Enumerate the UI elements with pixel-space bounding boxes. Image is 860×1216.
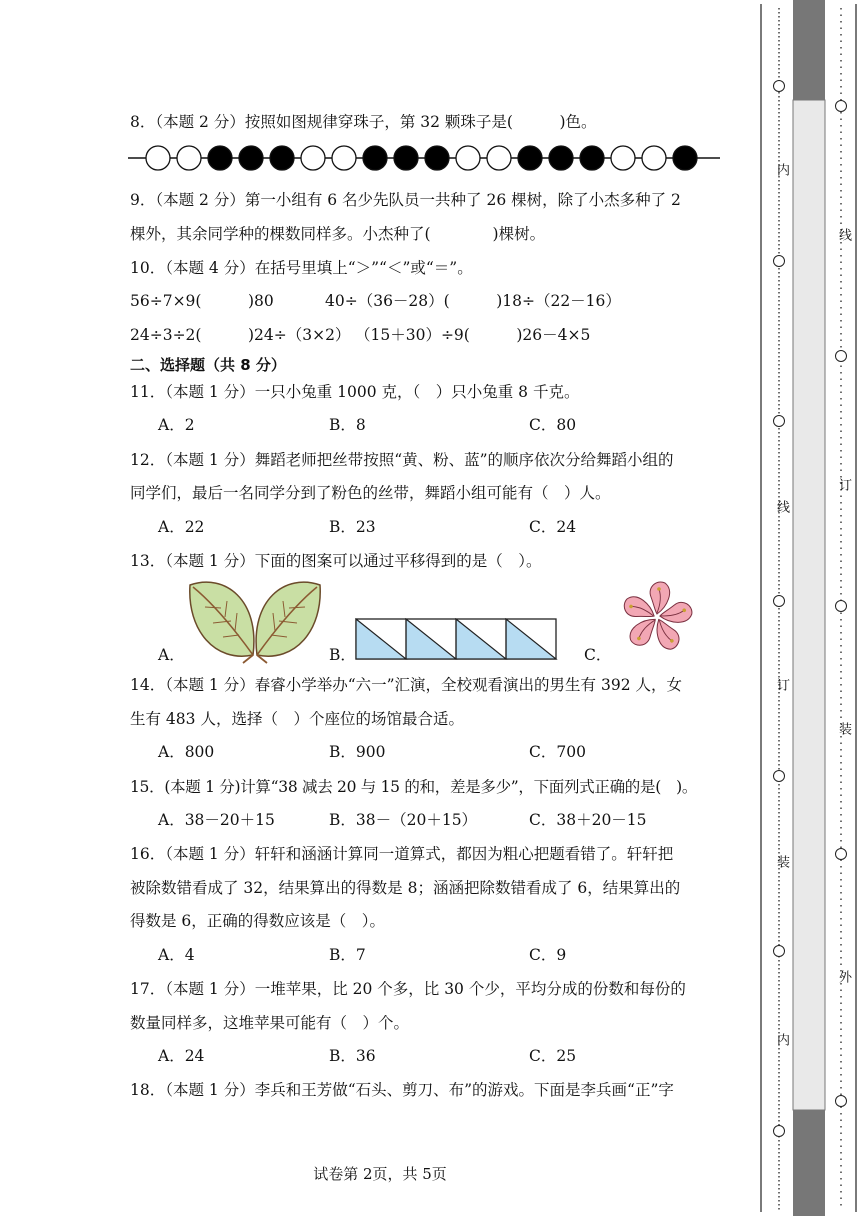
binding-label-inner: 装 xyxy=(774,855,789,868)
q11-option-a: A．2 xyxy=(158,416,195,434)
binding-circle xyxy=(773,80,785,92)
question-10: 10．（本题 4 分）在括号里填上“＞”“＜”或“＝”。 xyxy=(130,259,473,277)
binding-circle xyxy=(773,415,785,427)
question-9-line-2: 棵外，其余同学种的棵数同样多。小杰种了( )棵树。 xyxy=(130,225,546,243)
black-bead xyxy=(208,146,232,170)
q13-option-b: B． xyxy=(329,646,356,664)
binding-label-inner: 内 xyxy=(774,163,789,176)
binding-label-outer: 装 xyxy=(836,722,851,735)
q16-option-c: C．9 xyxy=(529,946,567,964)
flower-petal xyxy=(650,582,670,614)
binding-circle xyxy=(773,770,785,782)
binding-circle xyxy=(835,100,847,112)
q17-option-b: B．36 xyxy=(329,1047,376,1065)
binding-circle xyxy=(773,945,785,957)
q12-option-b: B．23 xyxy=(329,518,376,536)
black-bead xyxy=(580,146,604,170)
q13-option-c: C． xyxy=(584,646,612,664)
bauhinia-flower-figure xyxy=(612,577,702,657)
question-11: 11．（本题 1 分）一只小兔重 1000 克，（ ）只小兔重 8 千克。 xyxy=(130,383,580,401)
q14-option-b: B．900 xyxy=(329,743,386,761)
white-bead xyxy=(301,146,325,170)
q16-option-a: A．4 xyxy=(158,946,195,964)
q15-option-b: B．38－（20＋15） xyxy=(329,811,478,829)
q14-option-c: C．700 xyxy=(529,743,586,761)
binding-circle xyxy=(835,848,847,860)
white-bead xyxy=(177,146,201,170)
question-17-line-2: 数量同样多，这堆苹果可能有（ ）个。 xyxy=(130,1014,410,1032)
question-10-b: 40÷（36－28）( )18÷（22－16） xyxy=(325,292,621,310)
binding-circle xyxy=(773,595,785,607)
triangles-figure xyxy=(355,618,560,660)
q12-option-a: A．22 xyxy=(158,518,205,536)
question-12-line-2: 同学们，最后一名同学分到了粉色的丝带，舞蹈小组可能有（ ）人。 xyxy=(130,484,611,502)
question-17-line-1: 17．（本题 1 分）一堆苹果，比 20 个多，比 30 个少，平均分成的份数和每份的 xyxy=(130,980,686,998)
binding-label-inner: 订 xyxy=(774,678,789,691)
white-bead xyxy=(332,146,356,170)
binding-strip xyxy=(757,0,860,1216)
q15-option-a: A．38－20＋15 xyxy=(158,811,275,829)
question-16-line-1: 16．（本题 1 分）轩轩和涵涵计算同一道算式，都因为粗心把题看错了。轩轩把 xyxy=(130,845,674,863)
question-9-line-1: 9．（本题 2 分）第一小组有 6 名少先队员一共种了 26 棵树，除了小杰多种了 2 xyxy=(130,191,681,209)
question-8: 8．（本题 2 分）按照如图规律穿珠子，第 32 颗珠子是( )色。 xyxy=(130,113,597,131)
page-footer: 试卷第 2页，共 5页 xyxy=(313,1165,447,1183)
question-18: 18．（本题 1 分）李兵和王芳做“石头、剪刀、布”的游戏。下面是李兵画“正”字 xyxy=(130,1081,674,1099)
q17-option-a: A．24 xyxy=(158,1047,205,1065)
bead-string xyxy=(128,143,728,173)
question-14-line-1: 14．（本题 1 分）春睿小学举办“六一”汇演，全校观看演出的男生有 392 人，女 xyxy=(130,676,682,694)
question-16-line-3: 得数是 6，正确的得数应该是（ ）。 xyxy=(130,912,386,930)
q11-option-c: C．80 xyxy=(529,416,577,434)
white-bead xyxy=(487,146,511,170)
white-bead xyxy=(642,146,666,170)
black-bead xyxy=(239,146,263,170)
binding-circle xyxy=(773,255,785,267)
question-10-a: 56÷7×9( )80 xyxy=(130,292,274,310)
flower-petal xyxy=(626,612,661,649)
binding-label-inner: 线 xyxy=(774,500,789,513)
black-bead xyxy=(673,146,697,170)
white-bead xyxy=(146,146,170,170)
binding-circle xyxy=(835,600,847,612)
leaves-figure xyxy=(185,575,325,665)
question-14-line-2: 生有 483 人，选择（ ）个座位的场馆最合适。 xyxy=(130,710,464,728)
black-bead xyxy=(363,146,387,170)
black-bead xyxy=(549,146,573,170)
q13-option-a: A． xyxy=(158,646,185,664)
binding-circle xyxy=(835,350,847,362)
q17-option-c: C．25 xyxy=(529,1047,577,1065)
binding-label-outer: 订 xyxy=(836,478,851,491)
binding-label-inner: 内 xyxy=(774,1033,789,1046)
binding-label-outer: 外 xyxy=(836,970,851,983)
black-bead xyxy=(425,146,449,170)
question-10-d: （15＋30）÷9( )26－4×5 xyxy=(355,326,591,344)
black-bead xyxy=(518,146,542,170)
question-10-c: 24÷3÷2( )24÷（3×2） xyxy=(130,326,351,344)
question-12-line-1: 12．（本题 1 分）舞蹈老师把丝带按照“黄、粉、蓝”的顺序依次分给舞蹈小组的 xyxy=(130,451,674,469)
black-bead xyxy=(394,146,418,170)
binding-circle xyxy=(835,1095,847,1107)
q16-option-b: B．7 xyxy=(329,946,366,964)
white-bead xyxy=(456,146,480,170)
white-bead xyxy=(611,146,635,170)
binding-label-outer: 线 xyxy=(836,228,851,241)
binding-circle xyxy=(773,1125,785,1137)
q11-option-b: B．8 xyxy=(329,416,366,434)
q15-option-c: C．38＋20－15 xyxy=(529,811,647,829)
question-16-line-2: 被除数错看成了 32，结果算出的得数是 8；涵涵把除数错看成了 6，结果算出的 xyxy=(130,879,681,897)
section-heading-choice: 二、选择题（共 8 分） xyxy=(130,356,286,374)
question-13: 13．（本题 1 分）下面的图案可以通过平移得到的是（ ）。 xyxy=(130,552,542,570)
q12-option-c: C．24 xyxy=(529,518,577,536)
black-bead xyxy=(270,146,294,170)
question-15: 15．(本题 1 分)计算“38 减去 20 与 15 的和，差是多少”，下面列式正确的是( )。 xyxy=(130,778,698,796)
q14-option-a: A．800 xyxy=(158,743,215,761)
